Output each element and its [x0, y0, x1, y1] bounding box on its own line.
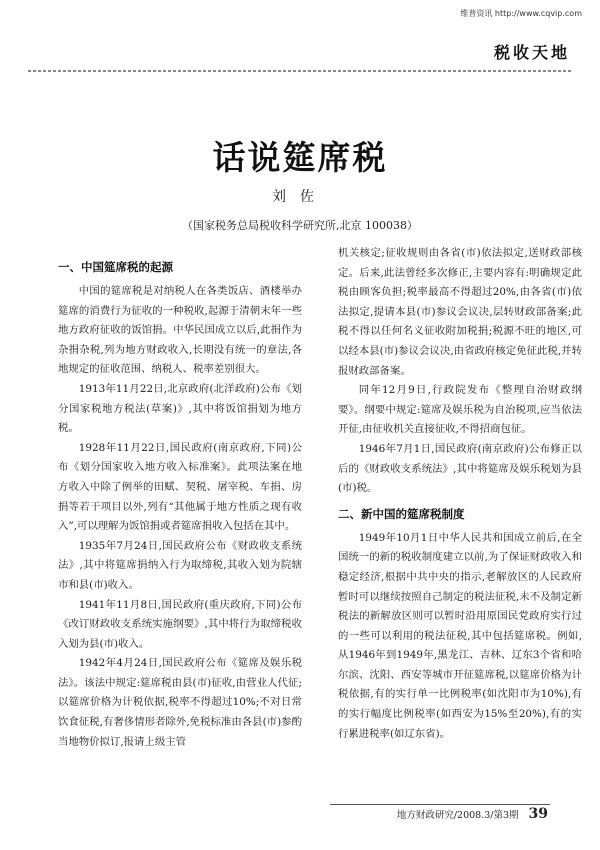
page-footer — [397, 806, 548, 822]
body-paragraph: 1913年11月22日,北京政府(北洋政府)公布《划分国家税地方税法(草案)》,其中将饭馆捐划为地方税。 — [58, 382, 302, 435]
right-text-column — [338, 244, 582, 744]
section-heading-new-china: 二、新中国的筵席税制度 — [338, 506, 465, 521]
body-paragraph: 1949年10月1日中华人民共和国成立前后,在全国统一的新的税收制度建立以前,为了保证财政收入和稳定经济,根据中共中央的指示,老解放区的人民政府暂时可以继续按照自己制定的税法征税,未不及制定新税法的新解放区则可以暂时沿用原国民党政府实行过的一些可以利用的税法征税,其中包括筵席税。例如,从1946年到1949年,黑龙江、吉林、辽东3个省和哈尔滨、沈阳、西安等城市开征筵席税,以筵席价格为计税依据,有的实行单一比例税率(如沈阳市为10%),有的实行幅度比例税率(如西安为15%至20%),有的实行累进税率(如辽东省)。 — [338, 531, 582, 740]
body-paragraph: 1946年7月1日,国民政府(南京政府)公布修正以后的《财政收支系统法》,其中将筵席及娱乐税划为县(市)税。 — [338, 442, 582, 495]
body-paragraph: 中国的筵席税是对纳税人在各类饭店、酒楼举办筵席的消费行为征收的一种税收,起源于清朝末年一些地方政府征收的饭馆捐。中华民国成立以后,此捐作为杂捐杂税,列为地方财政收入,长期没有统一的章法,各地规定的征收范围、纳税人、税率差别很大。 — [58, 285, 302, 376]
body-paragraph: 同年12月9日,行政院发布《整理自治财政纲要》。纲要中规定:筵席及娱乐税为自治税项,应当依法开征,由征收机关直接征收,不得招商包征。 — [338, 384, 582, 436]
body-paragraph: 1928年11月22日,国民政府(南京政府,下同)公布《划分国家收入地方收入标准案》。此项法案在地方收入中除了例举的田赋、契税、屠宰税、车捐、房捐等若干项目以外,列有“其他属于地方性质之现有收入”,可以理解为饭馆捐或者筵席捐收入包括在其中。 — [58, 441, 302, 533]
article-title: 话说筵席税 — [212, 138, 388, 177]
body-paragraph: 1941年11月8日,国民政府(重庆政府,下同)公布《改订财政收支系统实施纲要》,其中将行为取缔税收入划为县(市)收入。 — [58, 598, 302, 650]
section-heading-origin: 一、中国筵席税的起源 — [58, 260, 173, 274]
article-author: 刘佐 — [272, 189, 328, 205]
author-affiliation: （国家税务总局税收科学研究所,北京 100038） — [182, 219, 418, 232]
body-paragraph: 1942年4月24日,国民政府公布《筵席及娱乐税法》。该法中规定:筵席税由县(市)征收,由营业人代征;以筵席价格为计税依据,税率不得超过10%;不对日常饮食征税,有奢侈情形者除外,免税标准由各县(市)参酌当地物价拟订,报请上级主管 — [58, 657, 302, 748]
page-number: 39 — [528, 806, 548, 822]
column-title: 税收天地 — [493, 43, 570, 62]
watermark-text: 维普资讯 http://www.cqvip.com — [460, 9, 582, 18]
footer-divider — [330, 804, 550, 805]
journal-citation: 地方财政研究/2008.3/第3期 — [396, 810, 519, 821]
left-text-column — [58, 256, 302, 752]
body-paragraph-continued: 机关核定;征收规则由各省(市)依法拟定,送财政部核定。后来,此法曾经多次修正,主要内容有:明确规定此税由顾客负担;税率最高不得超过20%,由各省(市)依法拟定,提请本县(市)参议会议决,层转财政部备案;此税不得以任何名义征收附加税捐;税源不旺的地区,可以经本县(市)参议会议决,由省政府核定免征此税,并转报财政部备案。 — [338, 247, 582, 377]
header-divider — [28, 70, 572, 72]
body-paragraph: 1935年7月24日,国民政府公布《财政收支系统法》,其中将筵席捐纳入行为取缔税,其收入划为院辖市和县(市)收入。 — [58, 539, 302, 591]
